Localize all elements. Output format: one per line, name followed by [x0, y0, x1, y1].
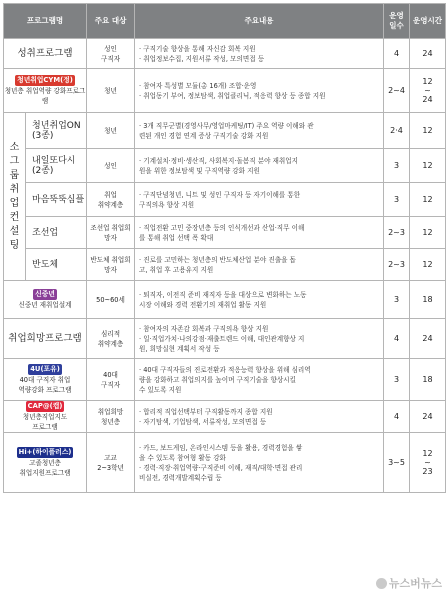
content-line: · 구직기술 향상을 통해 자신감 회복 지원 [139, 44, 256, 53]
program-name: 조선업 [26, 217, 87, 249]
header-program: 프로그램명 [4, 4, 87, 39]
hours-cell: 12 ~ 24 [410, 69, 446, 113]
header-row [4, 4, 446, 39]
days-cell: 2~3 [384, 249, 410, 281]
content-line: 수 있도록 지원 [139, 385, 182, 394]
target-cell: 취업희망 청년층 [87, 401, 135, 433]
table-row [4, 281, 446, 319]
program-name: 내일또다시 (2종) [26, 149, 87, 183]
program-name: 성취프로그램 [17, 47, 73, 59]
program-table-container [0, 3, 448, 593]
table-row [4, 113, 446, 149]
content-cell [135, 183, 384, 217]
content-cell [135, 433, 384, 493]
days-cell: 3~5 [384, 433, 410, 493]
content-line: · 구직단념청년, 니트 및 성인 구직자 등 자기이해를 통한 [139, 190, 301, 199]
content-line: 원, 희망실현 계획서 작성 등 [139, 344, 220, 353]
header-content: 주요내용 [135, 4, 384, 39]
content-line: 을 수 있도록 참여형 활동 강화 [139, 453, 226, 462]
program-name-cell [4, 433, 87, 493]
target-cell: 성인 구직자 [87, 39, 135, 69]
table-row [4, 39, 446, 69]
program-name: 고졸청년층 취업지원프로그램 [19, 459, 71, 477]
hours-cell: 12 [410, 183, 446, 217]
content-line: 고, 취업 후 고용유지 지원 [139, 265, 214, 274]
program-name: 마음뚝뚝심플 [26, 183, 87, 217]
content-line: · 참여자의 자존감 회복과 구직의욕 향상 지원 [139, 324, 269, 333]
content-line: 시장 이해와 경력 전환기의 재취업 활동 지원 [139, 300, 267, 309]
days-cell: 4 [384, 319, 410, 359]
table-row [4, 401, 446, 433]
days-cell: 3 [384, 149, 410, 183]
program-name-cell [4, 69, 87, 113]
content-line: 비실전, 경력개발계획수립 등 [139, 473, 222, 482]
target-cell: 고교 2~3학년 [87, 433, 135, 493]
hours-cell: 18 [410, 281, 446, 319]
content-cell [135, 249, 384, 281]
content-line: · 기계설치·정비·생산직, 사회복지·돌봄직 분야 재취업지 [139, 156, 299, 165]
header-target: 주요 대상 [87, 4, 135, 39]
program-table [3, 3, 446, 493]
program-name-cell [4, 401, 87, 433]
days-cell: 3 [384, 281, 410, 319]
content-cell [135, 217, 384, 249]
content-line: 구직의욕 향상 지원 [139, 200, 195, 209]
content-cell [135, 319, 384, 359]
content-line: 원을 위한 정보탐색 및 구직역량 강화 지원 [139, 166, 260, 175]
watermark [376, 575, 442, 591]
program-name: 반도체 [26, 249, 87, 281]
program-tag-badge: 4U(포유) [30, 365, 60, 373]
content-line: · 3개 직무군별(경영사무/영업마케팅/IT) 주요 역량 이해와 관 [139, 121, 314, 130]
program-name: 청년취업ON (3종) [26, 113, 87, 149]
content-line: · 일·직업가치·나의강점·재출트렌드 이해, 대인관계향상 지 [139, 334, 305, 343]
target-cell: 40대 구직자 [87, 359, 135, 401]
header-hours: 운영시간 [410, 4, 446, 39]
content-cell [135, 359, 384, 401]
hours-cell: 18 [410, 359, 446, 401]
target-cell: 취업 취약계층 [87, 183, 135, 217]
days-cell: 2~4 [384, 69, 410, 113]
content-line: · 경력·직장·취업역량·구직준비 이해, 재직/대학·면접 관리 [139, 463, 303, 472]
content-cell [135, 149, 384, 183]
target-cell: 50~60세 [87, 281, 135, 319]
content-line: 량을 강화하고 취업의지를 높이며 구직기술을 향상시킬 [139, 375, 296, 384]
target-cell: 청년 [87, 69, 135, 113]
target-cell: 반도체 취업희 망자 [87, 249, 135, 281]
side-group-label: 소 그 룹 취 업 컨 설 팅 [4, 113, 26, 281]
watermark-logo-icon [376, 578, 387, 589]
target-cell: 조선업 취업희 망자 [87, 217, 135, 249]
table-row [4, 319, 446, 359]
days-cell: 4 [384, 401, 410, 433]
hours-cell: 12 ~ 23 [410, 433, 446, 493]
content-line: · 직업전환 고민 중장년층 등의 인식개선과 산업·직무 이해 [139, 223, 305, 232]
watermark-text: 뉴스버뉴스 [388, 577, 442, 590]
table-row [4, 249, 446, 281]
content-line: · 합리적 직업선택부터 구직활동까지 종합 지원 [139, 407, 273, 416]
hours-cell: 24 [410, 39, 446, 69]
content-line: · 카드, 보드게임, 온라인시스템 등을 활용, 경력경험을 쌓 [139, 443, 303, 452]
content-line: · 참여자 특성별 모듈(총 16개) 조합·운영 [139, 81, 257, 90]
content-line: · 자기탐색, 기업탐색, 서류작성, 모의면접 등 [139, 417, 267, 426]
table-row [4, 69, 446, 113]
hours-cell: 24 [410, 319, 446, 359]
header-days: 운영 일수 [384, 4, 410, 39]
program-tag-badge: Hi+(하이플러스) [18, 448, 72, 456]
content-line: 련된 개인 경험 연계 증상 구직기술 강화 지원 [139, 131, 269, 140]
content-line: · 진로를 고민하는 청년층의 반도체산업 분야 진출을 돕 [139, 255, 296, 264]
days-cell: 3 [384, 183, 410, 217]
content-line: · 40대 구직자들의 진로전환과 적응능력 향상을 위해 심리역 [139, 365, 311, 374]
table-row [4, 149, 446, 183]
content-line: 를 통해 취업 선택 폭 확대 [139, 233, 214, 242]
days-cell: 3 [384, 359, 410, 401]
content-line: · 퇴직자, 이전직 준비 재직자 등을 대상으로 변화하는 노동 [139, 290, 307, 299]
table-row [4, 217, 446, 249]
content-line: · 취업동기 부여, 정보탐색, 취업클리닉, 적응력 향상 등 종합 지원 [139, 91, 326, 100]
target-cell: 심리적 취약계층 [87, 319, 135, 359]
program-tag-badge: 신중년 [35, 290, 55, 298]
hours-cell: 24 [410, 401, 446, 433]
content-cell [135, 113, 384, 149]
program-name-cell [4, 39, 87, 69]
content-cell [135, 69, 384, 113]
hours-cell: 12 [410, 217, 446, 249]
program-name: 40대 구직자 취업 역량강화 프로그램 [18, 376, 72, 394]
target-cell: 청년 [87, 113, 135, 149]
program-name-cell [4, 281, 87, 319]
table-row [4, 433, 446, 493]
content-cell [135, 39, 384, 69]
program-name: 신중년 재취업설계 [18, 301, 72, 309]
program-name: 청년층직업지도 프로그램 [22, 413, 68, 431]
program-name-cell [4, 319, 87, 359]
days-cell: 2~3 [384, 217, 410, 249]
content-cell [135, 401, 384, 433]
program-tag-badge: 청년취업CYM(정) [17, 76, 73, 84]
program-name-cell [4, 359, 87, 401]
table-row [4, 359, 446, 401]
days-cell: 2·4 [384, 113, 410, 149]
table-row [4, 183, 446, 217]
content-cell [135, 281, 384, 319]
hours-cell: 12 [410, 113, 446, 149]
hours-cell: 12 [410, 249, 446, 281]
content-line: · 취업정보수집, 지원서류 작성, 모의면접 등 [139, 54, 265, 63]
days-cell: 4 [384, 39, 410, 69]
hours-cell: 12 [410, 149, 446, 183]
program-tag-badge: CAP@(캡) [27, 402, 63, 410]
program-name: 청년층 취업역량 강화프로그램 [4, 87, 86, 105]
target-cell: 성인 [87, 149, 135, 183]
program-name: 취업희망프로그램 [8, 332, 82, 344]
